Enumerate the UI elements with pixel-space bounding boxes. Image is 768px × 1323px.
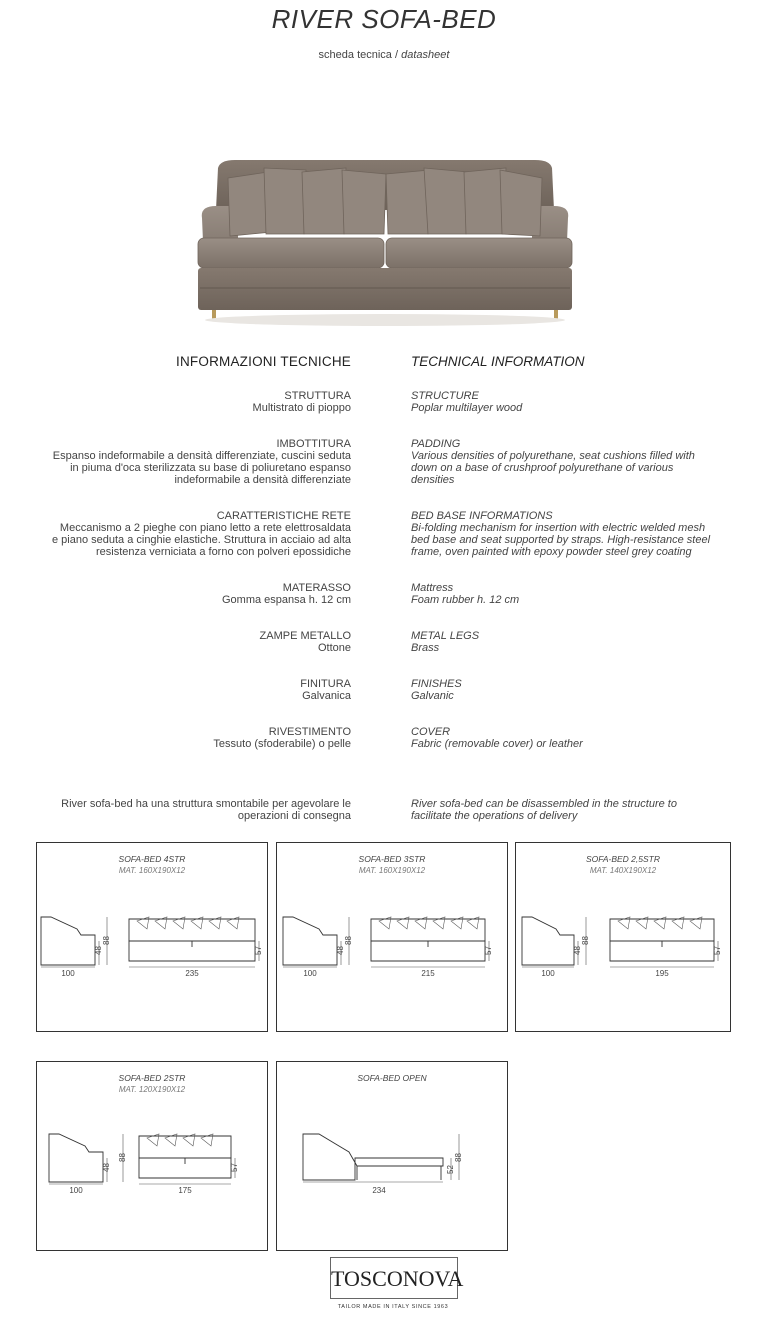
model-mattress: MAT. 160X190X12 bbox=[358, 866, 426, 875]
model-name: SOFA-BED 2STR bbox=[118, 1073, 186, 1083]
dim-h2: 88 bbox=[581, 936, 590, 945]
dim-depth: 100 bbox=[303, 969, 317, 978]
dim-width: 195 bbox=[655, 969, 669, 978]
row-label: STRUCTURE bbox=[411, 390, 479, 402]
row-value: Bi-folding mechanism for insertion with electric welded mesh bed base and seat supported by straps. High-resistance steel frame, oven painted with epoxy powder steel grey coating bbox=[411, 522, 711, 558]
dim-length: 234 bbox=[372, 1186, 386, 1195]
row-bedbase-it bbox=[20, 510, 351, 558]
heading-it: INFORMAZIONI TECNICHE bbox=[176, 354, 351, 369]
row-label: BED BASE INFORMATIONS bbox=[411, 510, 553, 522]
model-panel-25str bbox=[515, 842, 731, 1032]
note-it bbox=[20, 798, 351, 822]
model-mattress: MAT. 120X190X12 bbox=[118, 1085, 186, 1094]
row-value: Foam rubber h. 12 cm bbox=[411, 594, 520, 606]
row-label: METAL LEGS bbox=[411, 630, 480, 642]
row-label: CARATTERISTICHE RETE bbox=[216, 510, 351, 522]
dim-h2: 88 bbox=[344, 936, 353, 945]
row-label: FINISHES bbox=[411, 678, 462, 690]
row-label: PADDING bbox=[411, 438, 461, 450]
row-cover-it bbox=[20, 726, 351, 750]
brand-name: TOSCONOVA bbox=[331, 1266, 464, 1291]
dimension-drawing bbox=[37, 1062, 267, 1250]
row-structure-it bbox=[20, 390, 351, 414]
row-value: Ottone bbox=[317, 642, 351, 654]
dim-h1: 48 bbox=[94, 946, 103, 955]
row-mattress-en bbox=[411, 582, 741, 606]
row-finishes-it bbox=[20, 678, 351, 702]
row-label: Mattress bbox=[411, 582, 454, 594]
row-value: Multistrato di pioppo bbox=[252, 402, 351, 414]
dim-h1: 52 bbox=[446, 1165, 455, 1174]
row-padding-it bbox=[20, 438, 351, 486]
dim-depth: 100 bbox=[61, 969, 75, 978]
row-finishes-en bbox=[411, 678, 741, 702]
subtitle-en: datasheet bbox=[401, 49, 450, 61]
row-legs-it bbox=[20, 630, 351, 654]
row-value: Galvanic bbox=[411, 690, 454, 702]
dim-seat-h: 57 bbox=[713, 946, 722, 955]
heading-en: TECHNICAL INFORMATION bbox=[411, 354, 585, 369]
dim-h1: 48 bbox=[336, 946, 345, 955]
row-value: Espanso indeformabile a densità differenziate, cuscini seduta in piuma d'oca sterilizzata su base di poliuretano espanso indeformabile a densità differenziate bbox=[52, 450, 351, 486]
row-value: Various densities of polyurethane, seat cushions filled with down on a base of crushproof polyurethane of various densities bbox=[411, 450, 695, 486]
dim-h1: 48 bbox=[573, 946, 582, 955]
model-panel-2str bbox=[36, 1061, 268, 1251]
model-name: SOFA-BED 2,5STR bbox=[586, 854, 660, 864]
dim-depth: 100 bbox=[541, 969, 555, 978]
model-name: SOFA-BED 3STR bbox=[358, 854, 426, 864]
note-value: River sofa-bed can be disassembled in the structure to facilitate the operations of delivery bbox=[411, 798, 677, 822]
row-label: ZAMPE METALLO bbox=[259, 630, 351, 642]
model-panel-open bbox=[276, 1061, 508, 1251]
model-mattress: MAT. 140X190X12 bbox=[589, 866, 657, 875]
dim-h2: 88 bbox=[118, 1153, 127, 1162]
row-value: Gomma espansa h. 12 cm bbox=[221, 594, 351, 606]
row-padding-en bbox=[411, 438, 741, 486]
dimension-drawing bbox=[277, 843, 507, 1031]
row-legs-en bbox=[411, 630, 741, 654]
model-name: SOFA-BED OPEN bbox=[357, 1073, 427, 1083]
row-value: Galvanica bbox=[302, 690, 351, 702]
note-value: River sofa-bed ha una struttura smontabile per agevolare le operazioni di consegna bbox=[61, 798, 351, 822]
dim-h1: 48 bbox=[102, 1163, 111, 1172]
row-label: FINITURA bbox=[300, 678, 351, 690]
dim-depth: 100 bbox=[69, 1186, 83, 1195]
row-label: IMBOTTITURA bbox=[276, 438, 351, 450]
model-mattress: MAT. 160X190X12 bbox=[118, 866, 186, 875]
row-label: MATERASSO bbox=[282, 582, 351, 594]
row-cover-en bbox=[411, 726, 741, 750]
brand-logo bbox=[330, 1257, 464, 1299]
page-title: RIVER SOFA-BED bbox=[271, 4, 497, 34]
dim-width: 215 bbox=[421, 969, 435, 978]
dimension-drawing bbox=[277, 1062, 507, 1250]
dim-width: 175 bbox=[178, 1186, 192, 1195]
brand-tagline: TAILOR MADE IN ITALY SINCE 1963 bbox=[337, 1304, 449, 1310]
model-panel-4str bbox=[36, 842, 268, 1032]
row-bedbase-en bbox=[411, 510, 741, 558]
dim-h2: 88 bbox=[102, 936, 111, 945]
row-value: Fabric (removable cover) or leather bbox=[411, 738, 583, 750]
dimension-drawing bbox=[37, 843, 267, 1031]
model-name: SOFA-BED 4STR bbox=[118, 854, 186, 864]
row-label: STRUTTURA bbox=[284, 390, 351, 402]
row-value: Brass bbox=[411, 642, 440, 654]
row-value: Tessuto (sfoderabile) o pelle bbox=[213, 738, 351, 750]
subtitle-it: scheda tecnica / bbox=[318, 49, 402, 61]
row-mattress-it bbox=[20, 582, 351, 606]
row-value: Poplar multilayer wood bbox=[411, 402, 523, 414]
dim-width: 235 bbox=[185, 969, 199, 978]
row-structure-en bbox=[411, 390, 741, 414]
row-value: Meccanismo a 2 pieghe con piano letto a rete elettrosaldata e piano seduta a cinghie elastiche. Struttura in acciaio ad alta resistenza verniciata a forno con polveri epossidiche bbox=[51, 522, 351, 558]
dim-h2: 88 bbox=[454, 1153, 463, 1162]
note-en bbox=[411, 798, 741, 822]
dim-seat-h: 57 bbox=[254, 946, 263, 955]
sofa-photo bbox=[190, 150, 580, 340]
row-label: RIVESTIMENTO bbox=[268, 726, 351, 738]
dim-seat-h: 57 bbox=[484, 946, 493, 955]
page-subtitle bbox=[0, 49, 768, 61]
dimension-drawing bbox=[516, 843, 730, 1031]
model-panel-3str bbox=[276, 842, 508, 1032]
row-label: COVER bbox=[411, 726, 451, 738]
dim-seat-h: 57 bbox=[230, 1163, 239, 1172]
